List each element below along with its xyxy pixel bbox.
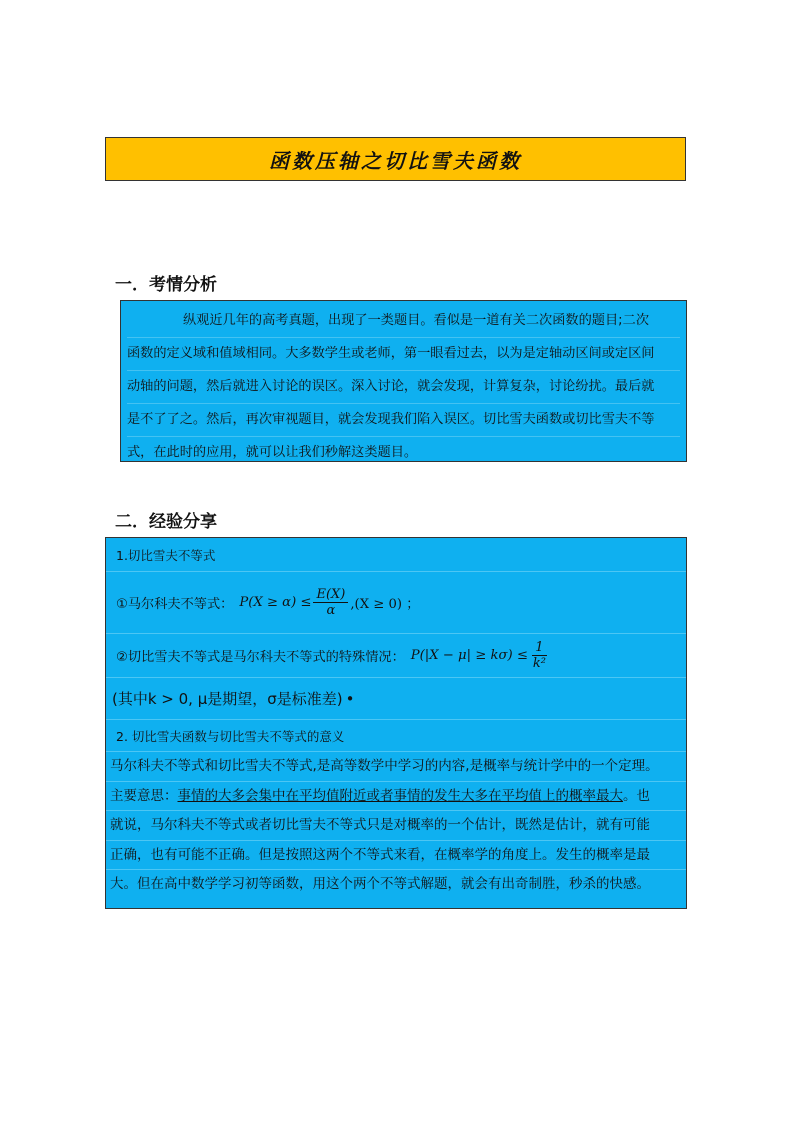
chebyshev-row [106,634,686,678]
paragraph-line: 正确，也有可能不正确。但是按照这两个不等式来看，在概率学的角度上。发生的概率是最 [106,841,686,871]
meaning-paragraph [106,752,686,899]
markov-label: ①马尔科夫不等式： [116,597,234,612]
paragraph-line [106,782,686,812]
chebyshev-lhs: P(|X − μ| ≥ kσ) ≤ [410,648,528,663]
item2-title [106,720,686,752]
note-text: (其中k > 0, μ是期望，σ是标准差) [112,690,343,708]
paragraph-line2-prefix: 主要意思： [110,787,178,804]
note-row [106,678,686,720]
markov-tail: ,(X ≥ 0) ； [350,597,420,612]
markov-numerator: E(X) [313,587,348,603]
analysis-line: 动轴的问题，然后就进入讨论的误区。深入讨论，就会发现，计算复杂，讨论纷扰。最后就 [127,371,680,404]
markov-formula [239,587,419,618]
markov-row [106,572,686,634]
analysis-line: 是不了了之。然后，再次审视题目，就会发现我们陷入误区。切比雪夫函数或切比雪夫不等 [127,404,680,437]
chebyshev-numerator: 1 [532,640,546,656]
item1-title-text: 1.切比雪夫不等式 [116,547,216,563]
chebyshev-label: ②切比雪夫不等式是马尔科夫不等式的特殊情况： [116,650,405,665]
chebyshev-fraction [530,640,549,671]
paragraph-line: 马尔科夫不等式和切比雪夫不等式,是高等数学中学习的内容,是概率与统计学中的一个定理。 [106,752,686,782]
analysis-line: 式，在此时的应用，就可以让我们秒解这类题目。 [127,445,418,460]
experience-box [105,537,687,909]
markov-lhs: P(X ≥ α) ≤ [239,595,312,610]
paragraph-key-point: 事情的大多会集中在平均值附近或者事情的发生大多在平均值上的概率最大 [177,787,623,804]
item1-title [106,538,686,572]
chebyshev-denominator: k² [532,656,546,671]
section-heading-experience: 二．经验分享 [115,512,217,532]
paragraph-line: 大。但在高中数学学习初等函数，用这个两个不等式解题，就会有出奇制胜，秒杀的快感。 [110,876,650,892]
analysis-line: 函数的定义域和值域相同。大多数学生或老师，第一眼看过去，以为是定轴动区间或定区间 [127,338,680,371]
markov-denominator: α [326,603,336,618]
paragraph-line2-suffix: 。也 [623,787,650,804]
item2-title-text: 2. 切比雪夫函数与切比雪夫不等式的意义 [116,728,345,744]
section-heading-analysis: 一．考情分析 [115,275,217,295]
paragraph-line: 就说，马尔科夫不等式或者切比雪夫不等式只是对概率的一个估计，既然是估计，就有可能 [106,811,686,841]
note-end: • [345,689,355,708]
chebyshev-formula [411,640,551,671]
markov-fraction [313,587,348,618]
analysis-line: 纵观近几年的高考真题，出现了一类题目。看似是一道有关二次函数的题目;二次 [127,305,680,338]
document-title: 函数压轴之切比雪夫函数 [105,137,686,181]
analysis-box [120,300,687,462]
